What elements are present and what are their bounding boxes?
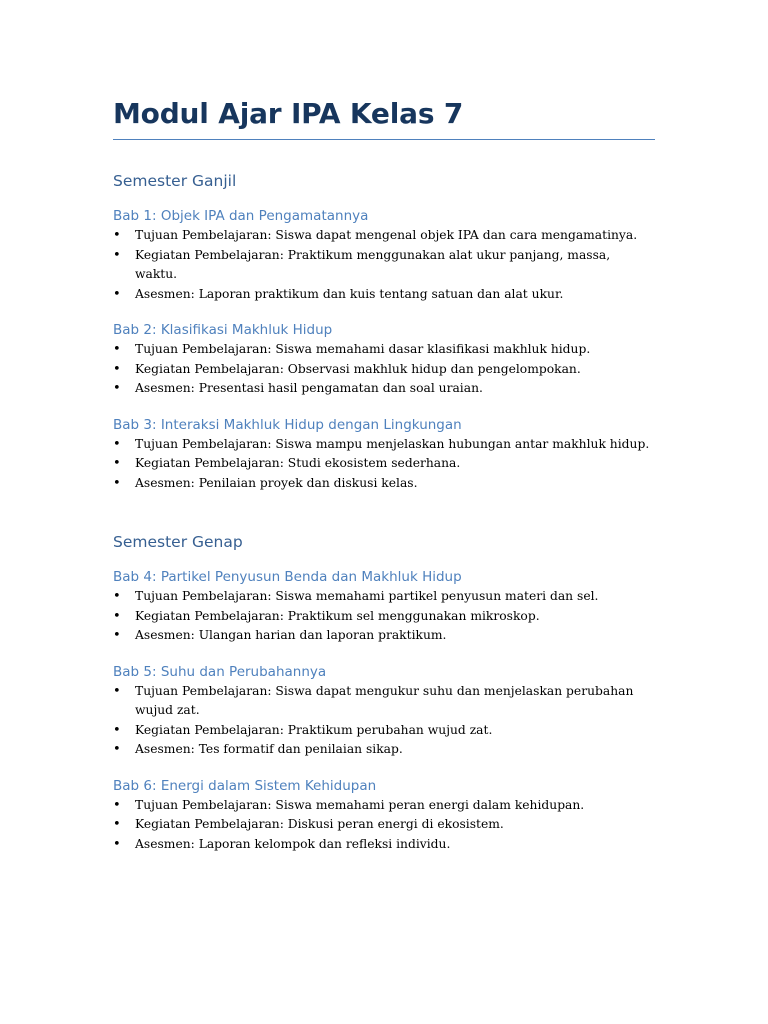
list-item: • Tujuan Pembelajaran: Siswa dapat mengenal objek IPA dan cara mengamatinya. — [113, 226, 655, 246]
list-item: • Asesmen: Presentasi hasil pengamatan dan soal uraian. — [113, 379, 655, 399]
list-item: • Kegiatan Pembelajaran: Praktikum perubahan wujud zat. — [113, 721, 655, 741]
semester-heading-genap: Semester Genap — [113, 533, 243, 551]
list-item: • Tujuan Pembelajaran: Siswa mampu menjelaskan hubungan antar makhluk hidup. — [113, 435, 655, 455]
chapter-heading-2: Bab 2: Klasifikasi Makhluk Hidup — [113, 322, 333, 338]
chapter-heading-1: Bab 1: Objek IPA dan Pengamatannya — [113, 208, 369, 224]
list-item: • Kegiatan Pembelajaran: Observasi makhluk hidup dan pengelompokan. — [113, 360, 655, 380]
list-item: • Asesmen: Laporan praktikum dan kuis tentang satuan dan alat ukur. — [113, 285, 655, 305]
list-item: • Kegiatan Pembelajaran: Praktikum sel menggunakan mikroskop. — [113, 607, 655, 627]
chapter-6-list — [113, 796, 655, 855]
document-page — [113, 95, 655, 854]
list-item: • Asesmen: Laporan kelompok dan refleksi individu. — [113, 835, 655, 855]
document-title: Modul Ajar IPA Kelas 7 — [113, 95, 655, 140]
chapter-heading-5: Bab 5: Suhu dan Perubahannya — [113, 663, 327, 680]
list-item: • Tujuan Pembelajaran: Siswa memahami dasar klasifikasi makhluk hidup. — [113, 340, 655, 360]
list-item: • Kegiatan Pembelajaran: Studi ekosistem sederhana. — [113, 454, 655, 474]
chapter-3-list — [113, 435, 655, 494]
chapter-heading-6: Bab 6: Energi dalam Sistem Kehidupan — [113, 777, 377, 794]
chapter-1-list — [113, 226, 655, 304]
list-item: • Tujuan Pembelajaran: Siswa memahami partikel penyusun materi dan sel. — [113, 587, 655, 607]
chapter-4-list — [113, 587, 655, 646]
list-item: • Tujuan Pembelajaran: Siswa memahami peran energi dalam kehidupan. — [113, 796, 655, 816]
semester-heading-ganjil: Semester Ganjil — [113, 172, 237, 190]
list-item: • Asesmen: Penilaian proyek dan diskusi kelas. — [113, 474, 655, 494]
list-item: • Asesmen: Ulangan harian dan laporan praktikum. — [113, 626, 655, 646]
list-item: • Tujuan Pembelajaran: Siswa dapat mengukur suhu dan menjelaskan perubahan wujud zat. — [113, 682, 655, 721]
chapter-heading-4: Bab 4: Partikel Penyusun Benda dan Makhluk Hidup — [113, 569, 462, 585]
chapter-2-list — [113, 340, 655, 399]
list-item: • Kegiatan Pembelajaran: Diskusi peran energi di ekosistem. — [113, 815, 655, 835]
chapter-5-list — [113, 682, 655, 760]
list-item: • Kegiatan Pembelajaran: Praktikum menggunakan alat ukur panjang, massa, waktu. — [113, 246, 655, 285]
chapter-heading-3: Bab 3: Interaksi Makhluk Hidup dengan Lingkungan — [113, 416, 462, 433]
list-item: • Asesmen: Tes formatif dan penilaian sikap. — [113, 740, 655, 760]
